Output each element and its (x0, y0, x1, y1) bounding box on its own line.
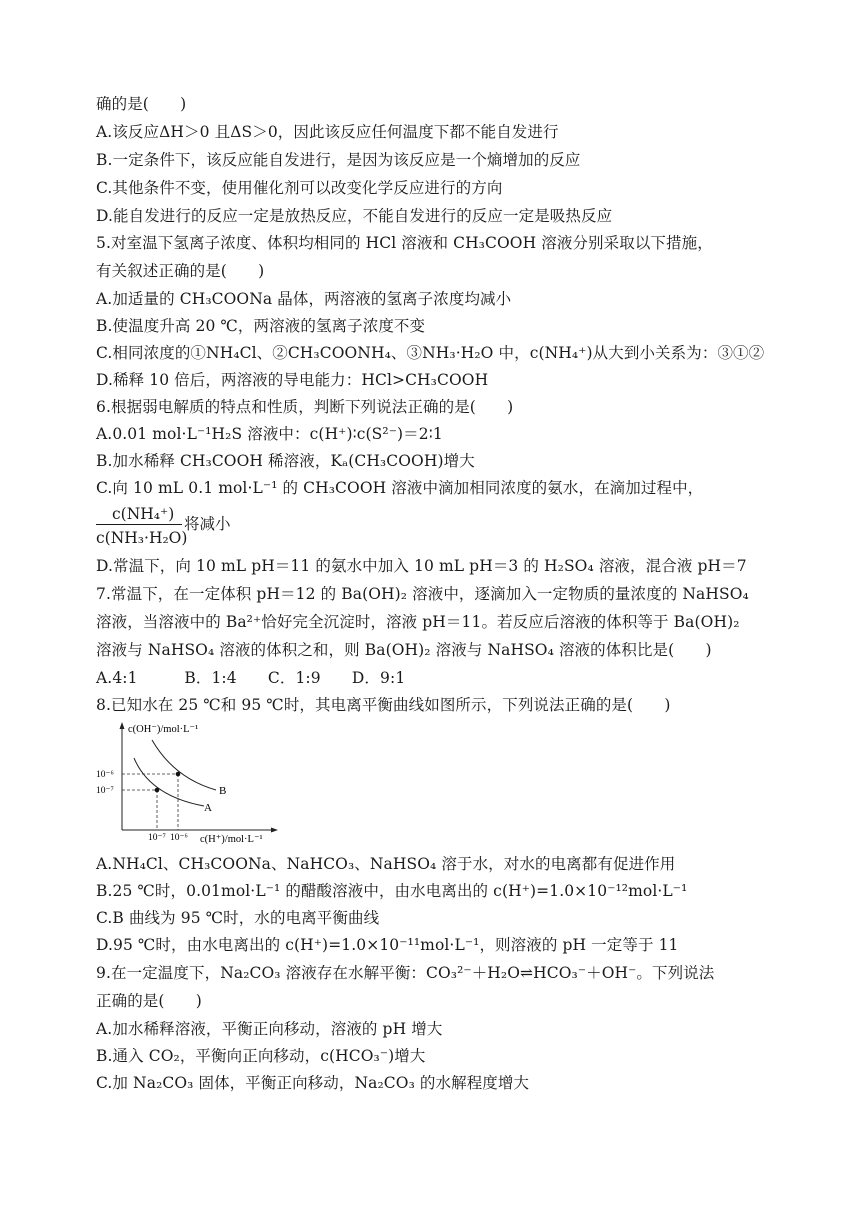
option-5b: B.使温度升高 20 ℃，两溶液的氢离子浓度不变 (96, 317, 426, 335)
x-tick-high: 10⁻⁶ (170, 833, 188, 843)
question-5-stem-2: 有关叙述正确的是( ) (96, 262, 265, 280)
question-5-stem: 5.对室温下氢离子浓度、体积均相同的 HCl 溶液和 CH₃COOH 溶液分别采取以下措施， (96, 234, 713, 252)
ionization-curve-figure (92, 718, 292, 848)
y-tick-high: 10⁻⁶ (96, 770, 114, 780)
option-5d: D.稀释 10 倍后，两溶液的导电能力：HCl>CH₃COOH (96, 371, 489, 389)
x-tick-low: 10⁻⁷ (148, 833, 166, 843)
x-axis-arrow (271, 828, 278, 833)
fraction-suffix: 将减小 (184, 515, 231, 533)
option-5c: C.相同浓度的①NH₄Cl、②CH₃COONH₄、③NH₃·H₂O 中，c(NH₄⁺)从大到小关系为：③①② (96, 344, 765, 362)
fraction-bar (96, 524, 182, 525)
point-a (155, 788, 160, 793)
option-4d: D.能自发进行的反应一定是放热反应，不能自发进行的反应一定是吸热反应 (96, 207, 613, 225)
question-9-stem-2: 正确的是( ) (96, 992, 202, 1010)
text-line-1: 确的是( ) (96, 95, 187, 113)
point-b (176, 772, 181, 777)
question-7-stem-3: 溶液与 NaHSO₄ 溶液的体积之和，则 Ba(OH)₂ 溶液与 NaHSO₄ 溶液的体积比是( ) (96, 641, 712, 659)
option-6d: D.常温下，向 10 mL pH＝11 的氨水中加入 10 mL pH＝3 的 H₂SO₄ 溶液，混合液 pH＝7 (96, 557, 747, 575)
curve-b-label: B (219, 785, 227, 797)
options-7: A.4:1 B．1:4 C．1:9 D．9:1 (96, 669, 406, 687)
curve-a (134, 758, 204, 806)
curve-b (152, 740, 216, 790)
option-6b: B.加水稀释 CH₃COOH 稀溶液，Kₐ(CH₃COOH)增大 (96, 452, 475, 470)
option-8a: A.NH₄Cl、CH₃COONa、NaHCO₃、NaHSO₄ 溶于水，对水的电离都有促进作用 (96, 855, 676, 873)
option-4b: B.一定条件下，该反应能自发进行，是因为该反应是一个熵增加的反应 (96, 151, 581, 169)
option-9a: A.加水稀释溶液，平衡正向移动，溶液的 pH 增大 (96, 1020, 443, 1038)
option-8b: B.25 ℃时，0.01mol·L⁻¹ 的醋酸溶液中，由水电离出的 c(H⁺)=1.0×10⁻¹²mol·L⁻¹ (96, 882, 688, 900)
x-axis-label: c(H⁺)/mol·L⁻¹ (200, 834, 263, 845)
question-8-stem: 8.已知水在 25 ℃和 95 ℃时，其电离平衡曲线如图所示，下列说法正确的是( ) (96, 696, 671, 714)
question-7-stem-2: 溶液，当溶液中的 Ba²⁺恰好完全沉淀时，溶液 pH＝11。若反应后溶液的体积等于 Ba(OH)₂ (96, 613, 740, 631)
option-8c: C.B 曲线为 95 ℃时，水的电离平衡曲线 (96, 909, 380, 927)
option-4c: C.其他条件不变，使用催化剂可以改变化学反应进行的方向 (96, 179, 503, 197)
option-6c: C.向 10 mL 0.1 mol·L⁻¹ 的 CH₃COOH 溶液中滴加相同浓度的氨水，在滴加过程中， (96, 479, 704, 497)
fraction-denominator: c(NH₃·H₂O) (96, 529, 188, 547)
y-tick-low: 10⁻⁷ (96, 786, 114, 796)
question-6-stem: 6.根据弱电解质的特点和性质，判断下列说法正确的是( ) (96, 398, 514, 416)
fraction-numerator: c(NH₄⁺) (112, 505, 175, 523)
option-5a: A.加适量的 CH₃COONa 晶体，两溶液的氢离子浓度均减小 (96, 290, 512, 308)
y-axis-arrow (120, 722, 125, 729)
curve-a-label: A (204, 802, 212, 814)
option-8d: D.95 ℃时，由水电离出的 c(H⁺)=1.0×10⁻¹¹mol·L⁻¹，则溶液的 pH 一定等于 11 (96, 936, 679, 954)
option-9b: B.通入 CO₂，平衡向正向移动，c(HCO₃⁻)增大 (96, 1047, 426, 1065)
question-7-stem: 7.常温下，在一定体积 pH＝12 的 Ba(OH)₂ 溶液中，逐滴加入一定物质的量浓度的 NaHSO₄ (96, 585, 749, 603)
option-4a: A.该反应ΔH＞0 且ΔS＞0，因此该反应任何温度下都不能自发进行 (96, 123, 559, 141)
y-axis-label: c(OH⁻)/mol·L⁻¹ (128, 724, 199, 735)
option-6a: A.0.01 mol·L⁻¹H₂S 溶液中：c(H⁺)∶c(S²⁻)＝2∶1 (96, 425, 443, 443)
option-9c: C.加 Na₂CO₃ 固体，平衡正向移动，Na₂CO₃ 的水解程度增大 (96, 1074, 530, 1092)
question-9-stem: 9.在一定温度下，Na₂CO₃ 溶液存在水解平衡：CO₃²⁻＋H₂O⇌HCO₃⁻＋OH⁻。下列说法 (96, 964, 715, 982)
